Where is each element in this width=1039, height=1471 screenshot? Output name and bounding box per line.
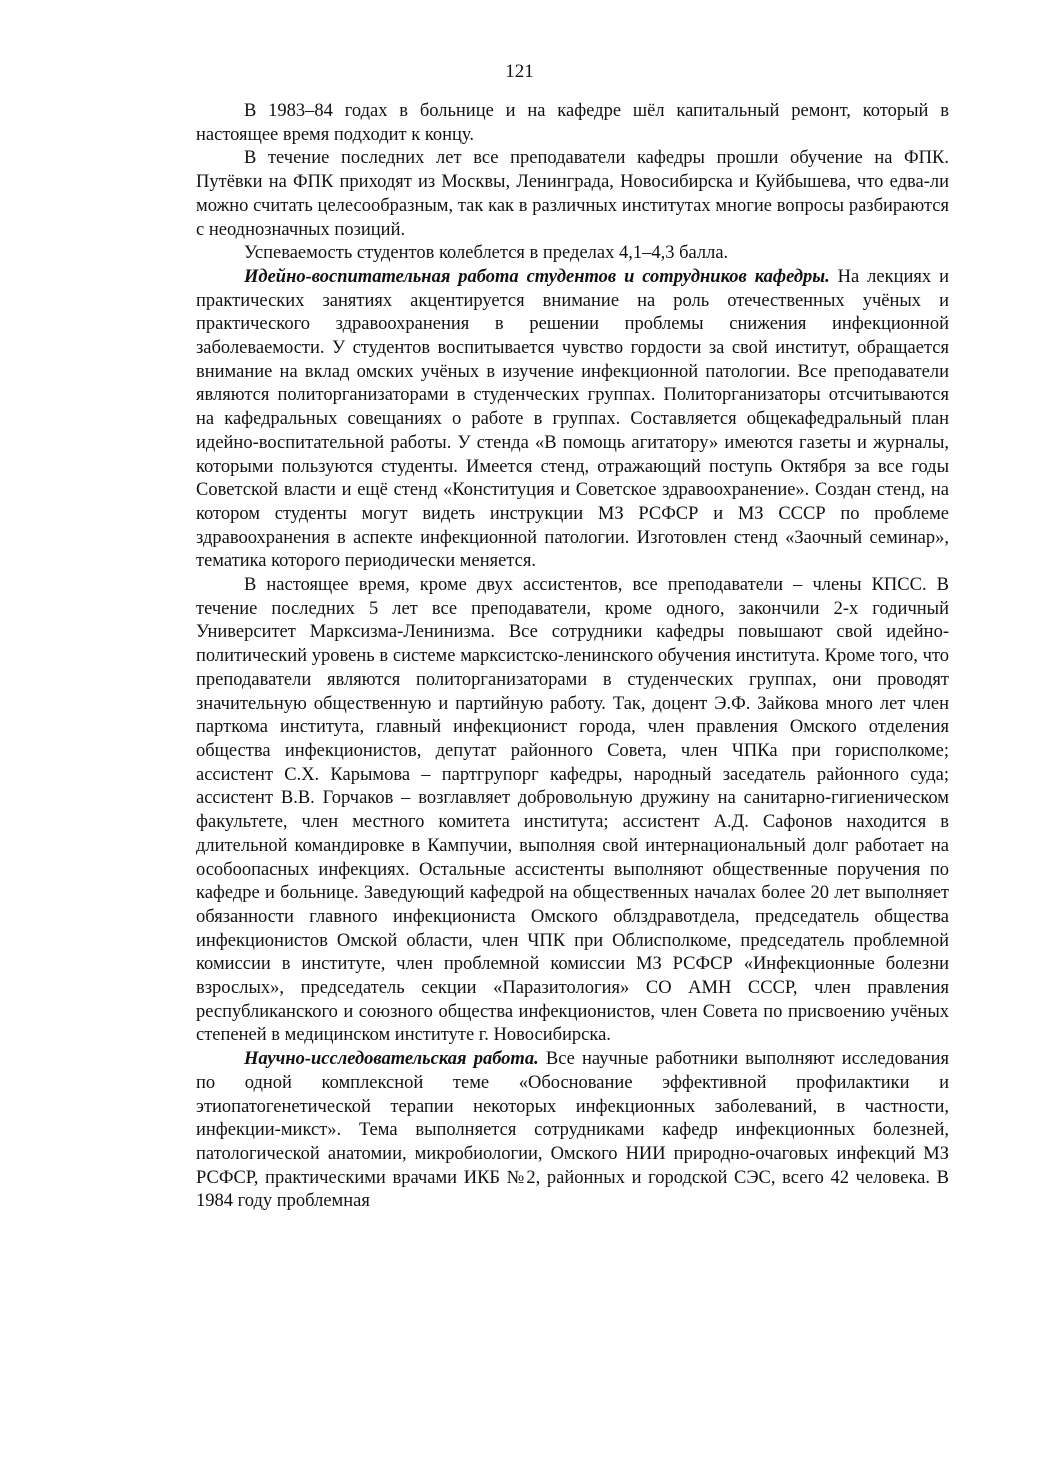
section-heading-ideological-work: Идейно-воспитательная работа студентов и сотрудников кафедры.: [244, 266, 830, 287]
paragraph-text: В 1983–84 годах в больнице и на кафедре шёл капитальный ремонт, который в настоящее время подходит к концу.: [196, 101, 949, 145]
paragraph-ideological-work: [196, 266, 949, 574]
paragraph-staff-public-work: [196, 574, 949, 1048]
paragraph-student-performance: [196, 242, 949, 266]
section-heading-research-work: Научно-исследовательская работа.: [244, 1049, 539, 1070]
body-text: [196, 100, 949, 1214]
paragraph-text: В настоящее время, кроме двух ассистентов, все преподаватели – члены КПСС. В течение последних 5 лет все преподаватели, кроме одного, закончили 2-х годичный Университет Марксизма-Ленинизма. Все сотрудники кафедры повышают свой идейно-политический уровень в системе марксистско-ленинского обучения института. Кроме того, что преподаватели являются политорганизаторами в студенческих группах, они проводят значительную общественную и партийную работу. Так, доцент Э.Ф. Зайкова много лет член парткома института, главный инфекционист города, член правления Омского отделения общества инфекционистов, депутат районного Совета, член ЧПКа при горисполкоме; ассистент С.Х. Карымова – партгрупорг кафедры, народный заседатель районного суда; ассистент В.В. Горчаков – возглавляет добровольную дружину на санитарно-гигиеническом факультете, член местного комитета института; ассистент А.Д. Сафонов находится в длительной командировке в Кампучии, выполняя свой интернациональный долг работает на особоопасных инфекциях. Остальные ассистенты выполняют общественные поручения по кафедре и больнице. Заведующий кафедрой на общественных началах более 20 лет выполняет обязанности главного инфекциониста Омского облздравотдела, председатель общества инфекционистов Омской области, член ЧПК при Облисполкоме, председатель проблемной комиссии в институте, член проблемной комиссии МЗ РСФСР «Инфекционные болезни взрослых», председатель секции «Паразитология» СО АМН СССР, член правления республиканского и союзного общества инфекционистов, член Совета по присвоению учёных степеней в медицинском институте г. Новосибирска.: [196, 575, 949, 1046]
page-number: 121: [505, 61, 534, 82]
paragraph-text: На лекциях и практических занятиях акцентируется внимание на роль отечественных учёных и практического здравоохранения в решении проблемы снижения инфекционной заболеваемости. У студентов воспитывается чувство гордости за свой институт, обращается внимание на вклад омских учёных в изучение инфекционной патологии. Все преподаватели являются политорганизаторами в студенческих группах. Политорганизаторы отсчитываются на кафедральных совещаниях о работе в группах. Составляется общекафедральный план идейно-воспитательной работы. У стенда «В помощь агитатору» имеются газеты и журналы, которыми пользуются студенты. Имеется стенд, отражающий поступь Октября за все годы Советской власти и ещё стенд «Конституция и Советское здравоохранение». Создан стенд, на котором студенты могут видеть инструкции МЗ РСФСР и МЗ СССР по проблеме здравоохранения в аспекте инфекционной патологии. Изготовлен стенд «Заочный семинар», тематика которого периодически меняется.: [196, 266, 949, 572]
paragraph-renovation: [196, 100, 949, 147]
paragraph-text: Успеваемость студентов колеблется в пределах 4,1–4,3 балла.: [244, 243, 729, 264]
paragraph-research-work: [196, 1048, 949, 1214]
paragraph-fpk-training: [196, 147, 949, 242]
paragraph-text: Все научные работники выполняют исследования по одной комплексной теме «Обоснование эффективной профилактики и этиопатогенетической терапии некоторых инфекционных заболеваний, в частности, инфекции-микст». Тема выполняется сотрудниками кафедр инфекционных болезней, патологической анатомии, микробиологии, Омского НИИ природно-очаговых инфекций МЗ РСФСР, практическими врачами ИКБ №2, районных и городской СЭС, всего 42 человека. В 1984 году проблемная: [196, 1049, 950, 1212]
paragraph-text: В течение последних лет все преподаватели кафедры прошли обучение на ФПК. Путёвки на ФПК приходят из Москвы, Ленинграда, Новосибирска и Куйбышева, что едва-ли можно считать целесообразным, так как в различных институтах многие вопросы разбираются с неоднозначных позиций.: [196, 148, 949, 240]
